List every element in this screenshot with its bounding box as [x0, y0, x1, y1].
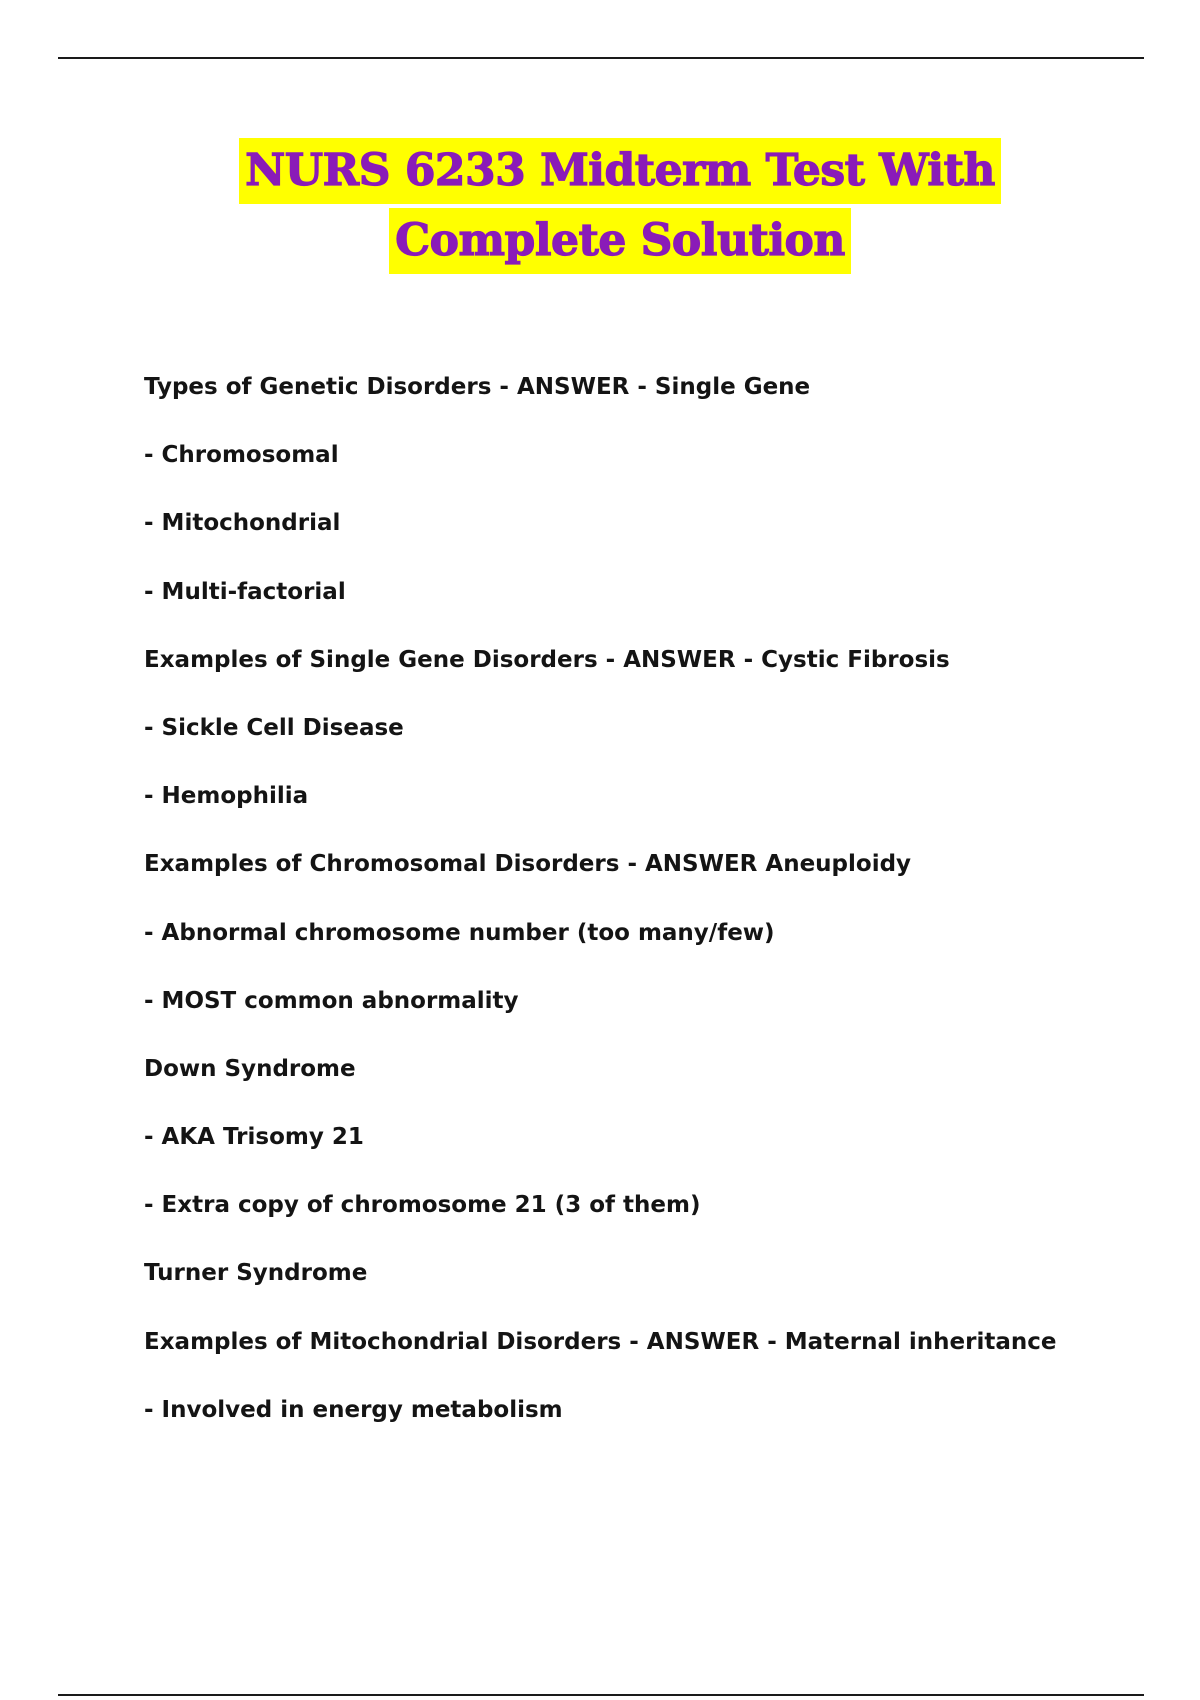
answer-line: - Involved in energy metabolism — [144, 1396, 563, 1423]
answer-line: - Extra copy of chromosome 21 (3 of them) — [144, 1192, 701, 1219]
question-line: Examples of Single Gene Disorders - ANSWER - Cystic Fibrosis — [144, 646, 950, 673]
answer-line: - Multi-factorial — [144, 578, 346, 605]
question-line: Types of Genetic Disorders - ANSWER - Single Gene — [144, 374, 811, 400]
subheading-line: Down Syndrome — [144, 1055, 356, 1082]
answer-line: - AKA Trisomy 21 — [144, 1124, 364, 1151]
document-body — [144, 372, 1104, 1463]
answer-line: - Hemophilia — [144, 783, 309, 810]
header-rule — [58, 57, 1144, 59]
answer-line: - Chromosomal — [144, 442, 339, 469]
document-title — [0, 138, 1200, 274]
answer-line: - Abnormal chromosome number (too many/few) — [144, 919, 775, 946]
question-line: Examples of Chromosomal Disorders - ANSWER Aneuploidy — [144, 851, 912, 878]
footer-rule — [58, 1694, 1144, 1696]
title-line-1: NURS 6233 Midterm Test With — [239, 138, 1001, 204]
question-line: Examples of Mitochondrial Disorders - ANSWER - Maternal inheritance — [144, 1328, 1057, 1355]
answer-line: - MOST common abnormality — [144, 987, 519, 1014]
answer-line: - Sickle Cell Disease — [144, 714, 404, 741]
answer-line: - Mitochondrial — [144, 510, 341, 537]
title-line-2: Complete Solution — [389, 208, 851, 274]
subheading-line: Turner Syndrome — [144, 1260, 368, 1287]
